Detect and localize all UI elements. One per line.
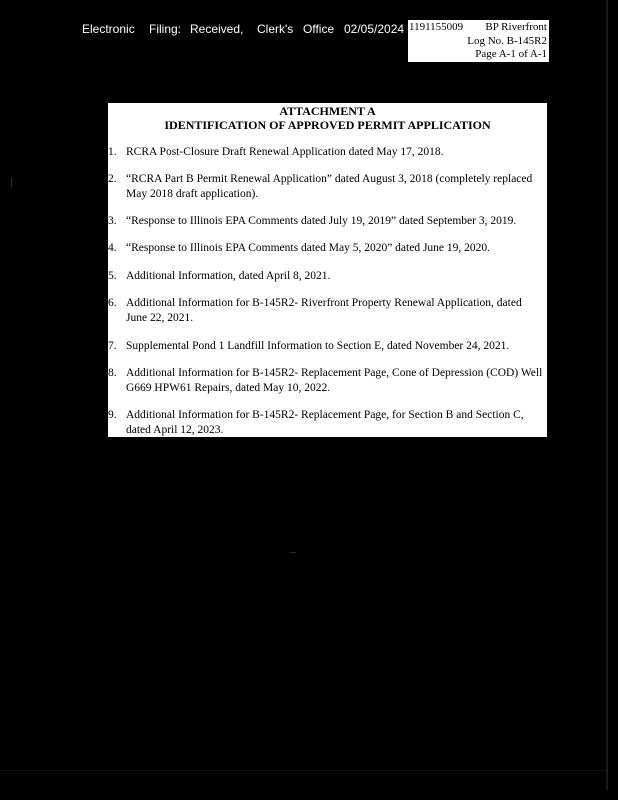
page-number: Page A-1 of A-1 (475, 48, 547, 60)
item-text: Additional Information for B-145R2- Replacement Page, for Section B and Section C, dated April 12, 2023. (126, 409, 524, 436)
list-item (108, 214, 547, 229)
item-text: “Response to Illinois EPA Comments dated May 5, 2020” dated June 19, 2020. (126, 242, 491, 254)
scan-artifact (11, 178, 12, 187)
list-item (108, 366, 547, 395)
list-item (108, 145, 547, 160)
filing-word: Office (303, 22, 335, 36)
item-text: Supplemental Pond 1 Landfill Information to Section E, dated November 24, 2021. (126, 340, 510, 352)
facility-name: BP Riverfront (485, 21, 547, 33)
filing-word: Filing: (149, 22, 182, 36)
list-item (108, 296, 547, 325)
filing-date: 02/05/2024 (344, 22, 405, 36)
scan-edge-right (606, 0, 608, 790)
attachment-title: ATTACHMENT A (279, 104, 376, 118)
log-number-box (408, 20, 549, 62)
list-item (108, 408, 547, 437)
filing-word: Electronic (82, 22, 135, 36)
list-item (108, 339, 547, 354)
item-number: 9. (108, 409, 117, 421)
item-number: 5. (108, 270, 117, 282)
item-number: 4. (108, 242, 117, 254)
list-item (108, 269, 547, 284)
log-id-row (408, 21, 547, 35)
document-id: 1191155009 (409, 21, 464, 33)
list-item (108, 241, 547, 256)
scan-artifact (290, 552, 296, 553)
filing-word: Clerk's (257, 22, 294, 36)
item-number: 2. (108, 173, 117, 185)
item-text: RCRA Post-Closure Draft Renewal Application dated May 17, 2018. (126, 146, 444, 158)
item-number: 6. (108, 297, 117, 309)
attachment-subtitle: IDENTIFICATION OF APPROVED PERMIT APPLICATION (164, 118, 491, 132)
item-text: Additional Information, dated April 8, 2021. (126, 270, 331, 282)
item-number: 1. (108, 146, 117, 158)
filing-received-line (82, 21, 406, 37)
item-text: Additional Information for B-145R2- Replacement Page, Cone of Depression (COD) Well G669 HPW61 Repairs, dated May 10, 2022. (126, 367, 543, 394)
attachment-a-panel (108, 103, 547, 437)
list-item (108, 172, 547, 201)
item-number: 8. (108, 367, 117, 379)
filing-stamp (0, 0, 618, 62)
item-text: Additional Information for B-145R2- Riverfront Property Renewal Application, dated June 22, 2021. (126, 297, 522, 324)
item-number: 3. (108, 215, 117, 227)
item-number: 7. (108, 340, 117, 352)
filing-word: Received, (190, 22, 244, 36)
scan-edge-bottom (0, 770, 606, 771)
log-number: Log No. B-145R2 (467, 34, 547, 47)
item-text: “Response to Illinois EPA Comments dated July 19, 2019” dated September 3, 2019. (126, 215, 517, 227)
item-text: “RCRA Part B Permit Renewal Application” dated August 3, 2018 (completely replaced May 2018 draft application). (126, 173, 533, 200)
